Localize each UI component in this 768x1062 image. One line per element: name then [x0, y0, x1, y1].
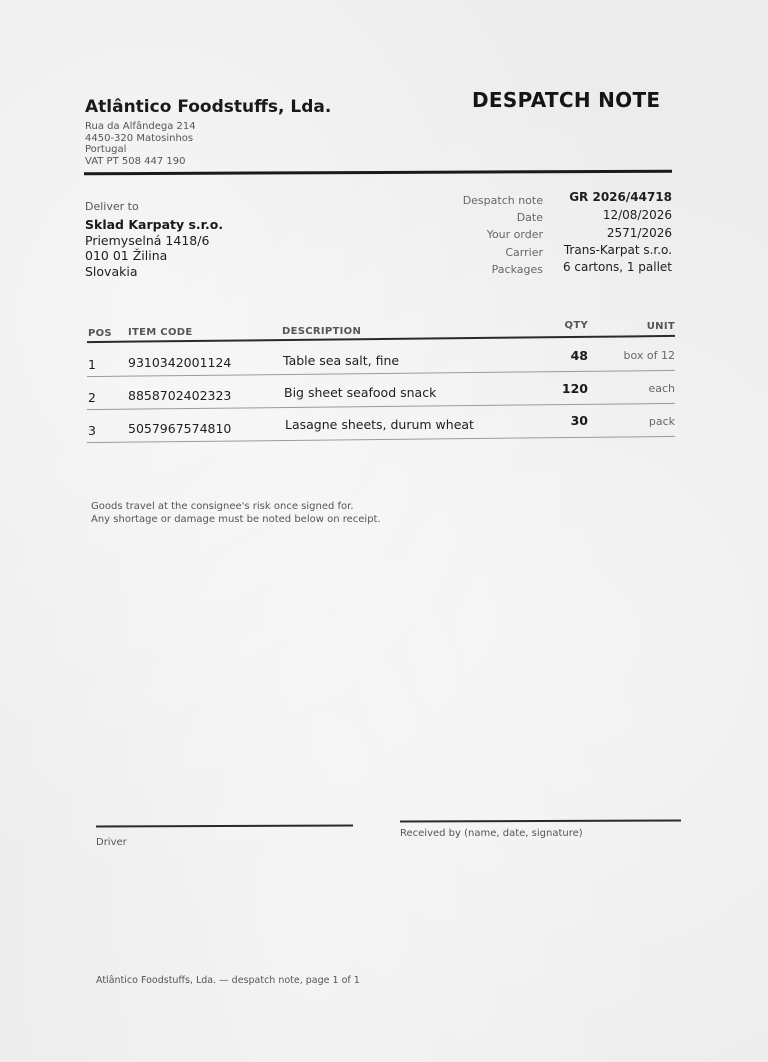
meta-value-carrier: Trans-Karpat s.r.o.: [563, 243, 672, 257]
column-header-qty: QTY: [564, 320, 588, 331]
column-header-unit: UNIT: [646, 321, 675, 332]
row-description: Lasagne sheets, durum wheat: [285, 417, 474, 432]
driver-signature-label: Driver: [96, 837, 127, 848]
row-pos: 3: [88, 423, 96, 438]
row-item-code: 9310342001124: [128, 355, 232, 370]
customer-street: Priemyselná 1418/6: [85, 233, 210, 248]
receiver-signature-label: Received by (name, date, signature): [400, 828, 583, 839]
row-item-code: 8858702402323: [128, 388, 232, 403]
company-address-line: Rua da Alfândega 214: [85, 121, 196, 132]
header-divider: [84, 170, 672, 176]
receiver-signature-line: [400, 820, 681, 823]
row-description: Big sheet seafood snack: [284, 385, 437, 400]
page-footer: Atlântico Foodstuffs, Lda. — despatch note, page 1 of 1: [96, 975, 360, 986]
meta-label-date: Date: [516, 211, 543, 224]
company-vat-line: VAT PT 508 447 190: [85, 155, 186, 167]
meta-value-packages: 6 cartons, 1 pallet: [562, 260, 672, 274]
company-address-line: Portugal: [85, 144, 127, 155]
row-qty: 48: [570, 348, 588, 363]
company-address-line: 4450-320 Matosinhos: [85, 132, 194, 144]
customer-country: Slovakia: [85, 264, 138, 279]
driver-signature-line: [96, 825, 353, 828]
row-pos: 2: [88, 390, 96, 405]
row-item-code: 5057967574810: [128, 421, 232, 436]
company-address: [85, 121, 196, 167]
document-title: DESPATCH NOTE: [472, 88, 661, 112]
row-unit: each: [648, 382, 675, 395]
row-pos: 1: [88, 357, 96, 372]
terms-note-line: Any shortage or damage must be noted below on receipt.: [91, 514, 381, 525]
row-qty: 30: [570, 413, 588, 428]
meta-label-carrier: Carrier: [505, 246, 543, 259]
row-unit: pack: [648, 415, 675, 428]
deliver-to-label: Deliver to: [85, 200, 139, 213]
terms-note-line: Goods travel at the consignee's risk once signed for.: [91, 501, 354, 512]
row-divider: [87, 403, 675, 410]
column-header-description: DESCRIPTION: [282, 326, 362, 337]
row-qty: 120: [561, 381, 588, 396]
row-divider: [87, 370, 675, 377]
meta-label-despatch-note: Despatch note: [462, 194, 543, 207]
customer-name: Sklad Karpaty s.r.o.: [85, 217, 224, 232]
row-unit: box of 12: [623, 349, 675, 362]
column-header-pos: POS: [88, 328, 112, 339]
meta-label-packages: Packages: [491, 263, 543, 276]
customer-city: 010 01 Žilina: [85, 248, 168, 263]
company-name: Atlântico Foodstuffs, Lda.: [85, 97, 332, 117]
meta-value-despatch-note: GR 2026/44718: [569, 190, 672, 204]
meta-value-your-order: 2571/2026: [606, 226, 672, 240]
column-header-item-code: ITEM CODE: [128, 327, 193, 338]
row-divider: [87, 436, 675, 443]
meta-label-your-order: Your order: [486, 228, 543, 241]
row-description: Table sea salt, fine: [283, 353, 400, 368]
meta-value-date: 12/08/2026: [602, 208, 672, 222]
